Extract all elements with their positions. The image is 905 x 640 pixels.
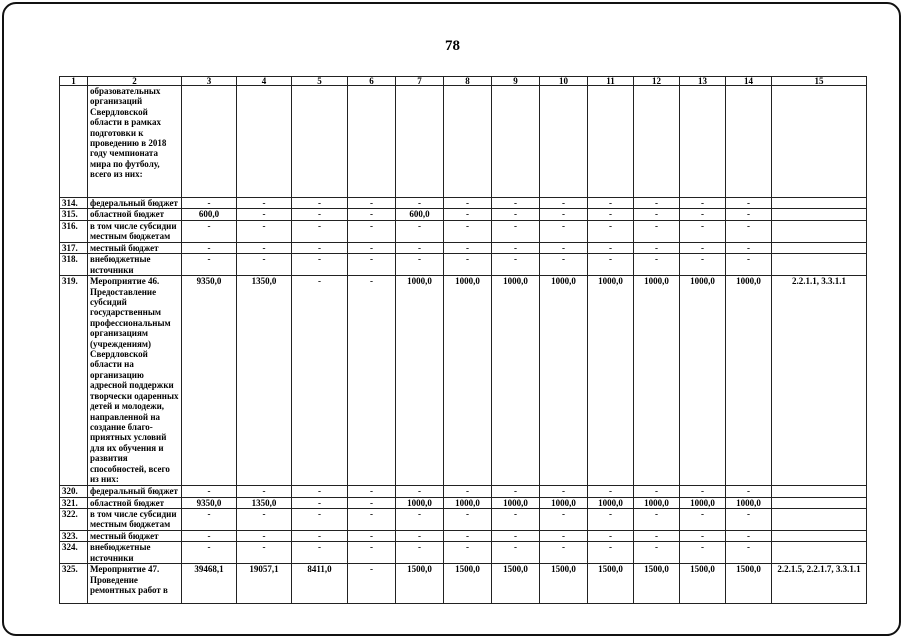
value-cell: - bbox=[182, 486, 237, 497]
value-cell: - bbox=[348, 564, 396, 604]
value-cell: - bbox=[540, 198, 588, 209]
value-cell: - bbox=[680, 198, 726, 209]
value-cell: - bbox=[726, 486, 772, 497]
value-cell bbox=[444, 86, 492, 198]
target-code bbox=[772, 509, 867, 531]
value-cell: 1500,0 bbox=[680, 564, 726, 604]
table-row bbox=[60, 198, 867, 209]
column-header-5: 5 bbox=[292, 77, 348, 86]
row-number: 319. bbox=[60, 276, 88, 486]
column-header-10: 10 bbox=[540, 77, 588, 86]
value-cell: 1000,0 bbox=[492, 276, 540, 486]
value-cell: - bbox=[444, 209, 492, 220]
value-cell: - bbox=[292, 220, 348, 242]
row-number: 315. bbox=[60, 209, 88, 220]
value-cell: - bbox=[680, 254, 726, 276]
row-number: 324. bbox=[60, 542, 88, 564]
target-code bbox=[772, 242, 867, 253]
value-cell: - bbox=[680, 542, 726, 564]
value-cell: - bbox=[726, 242, 772, 253]
value-cell: 39468,1 bbox=[182, 564, 237, 604]
value-cell: - bbox=[726, 220, 772, 242]
row-number bbox=[60, 86, 88, 198]
value-cell: 19057,1 bbox=[237, 564, 292, 604]
value-cell: 1000,0 bbox=[634, 497, 680, 508]
value-cell: - bbox=[634, 220, 680, 242]
value-cell: - bbox=[726, 254, 772, 276]
table-row bbox=[60, 86, 867, 198]
value-cell: 1000,0 bbox=[588, 276, 634, 486]
page-number: 78 bbox=[445, 38, 460, 54]
value-cell: - bbox=[444, 542, 492, 564]
value-cell: - bbox=[348, 198, 396, 209]
value-cell: - bbox=[396, 542, 444, 564]
value-cell: 8411,0 bbox=[292, 564, 348, 604]
value-cell: - bbox=[182, 198, 237, 209]
table-row bbox=[60, 276, 867, 486]
value-cell: - bbox=[726, 198, 772, 209]
column-header-11: 11 bbox=[588, 77, 634, 86]
row-name: федеральный бюджет bbox=[88, 486, 182, 497]
value-cell: - bbox=[540, 220, 588, 242]
row-number: 325. bbox=[60, 564, 88, 604]
row-number: 318. bbox=[60, 254, 88, 276]
row-name: внебюджетные источники bbox=[88, 542, 182, 564]
row-number: 314. bbox=[60, 198, 88, 209]
row-name: в том числе субсидии местным бюджетам bbox=[88, 220, 182, 242]
value-cell: - bbox=[634, 509, 680, 531]
value-cell: - bbox=[182, 242, 237, 253]
value-cell: - bbox=[634, 242, 680, 253]
target-code bbox=[772, 486, 867, 497]
value-cell: - bbox=[634, 209, 680, 220]
value-cell: - bbox=[540, 486, 588, 497]
value-cell: - bbox=[588, 509, 634, 531]
value-cell: 1500,0 bbox=[396, 564, 444, 604]
table-row bbox=[60, 564, 867, 604]
value-cell: 1000,0 bbox=[540, 497, 588, 508]
value-cell: 9350,0 bbox=[182, 497, 237, 508]
table-row bbox=[60, 254, 867, 276]
value-cell: 1500,0 bbox=[726, 564, 772, 604]
table-row bbox=[60, 209, 867, 220]
column-header-8: 8 bbox=[444, 77, 492, 86]
value-cell: - bbox=[182, 254, 237, 276]
value-cell: - bbox=[237, 220, 292, 242]
value-cell: - bbox=[492, 209, 540, 220]
value-cell bbox=[348, 86, 396, 198]
value-cell: - bbox=[588, 531, 634, 542]
column-header-13: 13 bbox=[680, 77, 726, 86]
value-cell: - bbox=[292, 509, 348, 531]
value-cell bbox=[182, 86, 237, 198]
value-cell: 1000,0 bbox=[444, 497, 492, 508]
value-cell: - bbox=[680, 486, 726, 497]
value-cell: - bbox=[396, 486, 444, 497]
value-cell: - bbox=[396, 531, 444, 542]
value-cell: - bbox=[237, 542, 292, 564]
row-name: Мероприятие 47. Проведение ремонтных работ в bbox=[88, 564, 182, 604]
row-number: 322. bbox=[60, 509, 88, 531]
value-cell: - bbox=[348, 531, 396, 542]
column-header-1: 1 bbox=[60, 77, 88, 86]
table-row bbox=[60, 486, 867, 497]
value-cell: - bbox=[348, 220, 396, 242]
value-cell: - bbox=[588, 254, 634, 276]
table-row bbox=[60, 531, 867, 542]
value-cell: - bbox=[492, 220, 540, 242]
value-cell: 1500,0 bbox=[540, 564, 588, 604]
target-code bbox=[772, 198, 867, 209]
value-cell: 1000,0 bbox=[540, 276, 588, 486]
value-cell: - bbox=[680, 209, 726, 220]
column-header-14: 14 bbox=[726, 77, 772, 86]
value-cell: - bbox=[348, 276, 396, 486]
value-cell: - bbox=[726, 531, 772, 542]
target-code: 2.2.1.1, 3.3.1.1 bbox=[772, 276, 867, 486]
row-name: областной бюджет bbox=[88, 497, 182, 508]
target-code bbox=[772, 220, 867, 242]
value-cell: - bbox=[237, 242, 292, 253]
value-cell: - bbox=[292, 276, 348, 486]
value-cell: - bbox=[726, 509, 772, 531]
column-header-7: 7 bbox=[396, 77, 444, 86]
value-cell: 1000,0 bbox=[726, 276, 772, 486]
value-cell: - bbox=[540, 542, 588, 564]
row-number: 316. bbox=[60, 220, 88, 242]
value-cell: 600,0 bbox=[182, 209, 237, 220]
value-cell: 1500,0 bbox=[492, 564, 540, 604]
value-cell: 1500,0 bbox=[634, 564, 680, 604]
value-cell: - bbox=[292, 242, 348, 253]
value-cell: - bbox=[182, 220, 237, 242]
column-header-9: 9 bbox=[492, 77, 540, 86]
target-code: 2.2.1.5, 2.2.1.7, 3.3.1.1 bbox=[772, 564, 867, 604]
target-code bbox=[772, 531, 867, 542]
value-cell: - bbox=[396, 509, 444, 531]
value-cell: - bbox=[348, 509, 396, 531]
value-cell bbox=[588, 86, 634, 198]
value-cell: - bbox=[237, 198, 292, 209]
value-cell: - bbox=[634, 254, 680, 276]
value-cell: 1500,0 bbox=[588, 564, 634, 604]
value-cell: - bbox=[348, 254, 396, 276]
value-cell: - bbox=[292, 497, 348, 508]
value-cell: 9350,0 bbox=[182, 276, 237, 486]
table-row bbox=[60, 220, 867, 242]
value-cell: - bbox=[680, 531, 726, 542]
value-cell: - bbox=[182, 542, 237, 564]
column-header-2: 2 bbox=[88, 77, 182, 86]
value-cell: - bbox=[396, 220, 444, 242]
value-cell: - bbox=[348, 209, 396, 220]
value-cell: - bbox=[292, 198, 348, 209]
value-cell: 1000,0 bbox=[726, 497, 772, 508]
row-name: местный бюджет bbox=[88, 242, 182, 253]
value-cell bbox=[492, 86, 540, 198]
value-cell: - bbox=[444, 242, 492, 253]
value-cell bbox=[726, 86, 772, 198]
value-cell: 1000,0 bbox=[396, 497, 444, 508]
value-cell: - bbox=[680, 220, 726, 242]
row-name: местный бюджет bbox=[88, 531, 182, 542]
table-body bbox=[60, 86, 867, 604]
value-cell: - bbox=[396, 198, 444, 209]
value-cell: - bbox=[292, 531, 348, 542]
column-header-4: 4 bbox=[237, 77, 292, 86]
value-cell: - bbox=[292, 486, 348, 497]
header-row bbox=[60, 77, 867, 86]
value-cell: - bbox=[292, 542, 348, 564]
row-number: 317. bbox=[60, 242, 88, 253]
value-cell bbox=[396, 86, 444, 198]
table-row bbox=[60, 242, 867, 253]
row-name: областной бюджет bbox=[88, 209, 182, 220]
value-cell: 1350,0 bbox=[237, 497, 292, 508]
value-cell: - bbox=[540, 209, 588, 220]
row-number: 321. bbox=[60, 497, 88, 508]
value-cell: - bbox=[237, 531, 292, 542]
value-cell: - bbox=[726, 542, 772, 564]
row-number: 323. bbox=[60, 531, 88, 542]
value-cell: - bbox=[634, 198, 680, 209]
value-cell: - bbox=[680, 509, 726, 531]
value-cell: - bbox=[588, 209, 634, 220]
value-cell: - bbox=[396, 254, 444, 276]
value-cell: - bbox=[540, 509, 588, 531]
value-cell: - bbox=[237, 486, 292, 497]
value-cell: - bbox=[588, 220, 634, 242]
value-cell: - bbox=[540, 242, 588, 253]
value-cell: - bbox=[292, 209, 348, 220]
value-cell: - bbox=[634, 542, 680, 564]
row-name: Мероприятие 46. Предоставление субсидий государственным профессиональным организациям (учреждениям) Свердловской области на организацию адресной поддержки творчески одаренных детей и молодежи, направленной на создание благо-приятных условий для их обучения и развития способностей, всего из них: bbox=[88, 276, 182, 486]
value-cell bbox=[680, 86, 726, 198]
value-cell: - bbox=[444, 531, 492, 542]
row-name: федеральный бюджет bbox=[88, 198, 182, 209]
column-header-15: 15 bbox=[772, 77, 867, 86]
value-cell: 1000,0 bbox=[634, 276, 680, 486]
value-cell: - bbox=[444, 198, 492, 209]
value-cell: - bbox=[348, 542, 396, 564]
value-cell: 1000,0 bbox=[444, 276, 492, 486]
column-header-3: 3 bbox=[182, 77, 237, 86]
value-cell: - bbox=[237, 254, 292, 276]
value-cell: - bbox=[182, 509, 237, 531]
row-name: в том числе субсидии местным бюджетам bbox=[88, 509, 182, 531]
value-cell: - bbox=[444, 254, 492, 276]
value-cell: 600,0 bbox=[396, 209, 444, 220]
table-row bbox=[60, 497, 867, 508]
value-cell: 1000,0 bbox=[588, 497, 634, 508]
value-cell: - bbox=[492, 509, 540, 531]
value-cell: - bbox=[237, 509, 292, 531]
value-cell: - bbox=[182, 531, 237, 542]
table-row bbox=[60, 542, 867, 564]
row-number: 320. bbox=[60, 486, 88, 497]
value-cell: - bbox=[492, 254, 540, 276]
value-cell: - bbox=[634, 531, 680, 542]
value-cell: - bbox=[492, 198, 540, 209]
value-cell: - bbox=[588, 486, 634, 497]
target-code bbox=[772, 209, 867, 220]
value-cell: - bbox=[492, 242, 540, 253]
value-cell: 1000,0 bbox=[492, 497, 540, 508]
value-cell bbox=[292, 86, 348, 198]
value-cell: - bbox=[492, 486, 540, 497]
row-name: внебюджетные источники bbox=[88, 254, 182, 276]
value-cell: - bbox=[588, 242, 634, 253]
value-cell: - bbox=[292, 254, 348, 276]
value-cell: - bbox=[444, 486, 492, 497]
value-cell bbox=[634, 86, 680, 198]
budget-table bbox=[59, 76, 867, 604]
value-cell bbox=[540, 86, 588, 198]
target-code bbox=[772, 542, 867, 564]
value-cell: - bbox=[680, 242, 726, 253]
target-code bbox=[772, 86, 867, 198]
table-row bbox=[60, 509, 867, 531]
value-cell: 1500,0 bbox=[444, 564, 492, 604]
target-code bbox=[772, 254, 867, 276]
value-cell: - bbox=[237, 209, 292, 220]
value-cell: - bbox=[348, 497, 396, 508]
value-cell: - bbox=[726, 209, 772, 220]
value-cell: - bbox=[588, 198, 634, 209]
row-name: образовательных организаций Свердловской области в рамках подготовки к проведению в 2018 году чемпионата мира по футболу, всего из них: bbox=[88, 86, 182, 198]
value-cell: 1350,0 bbox=[237, 276, 292, 486]
value-cell: - bbox=[492, 542, 540, 564]
value-cell: - bbox=[444, 220, 492, 242]
value-cell: - bbox=[348, 242, 396, 253]
value-cell: - bbox=[540, 254, 588, 276]
value-cell: - bbox=[444, 509, 492, 531]
target-code bbox=[772, 497, 867, 508]
column-header-6: 6 bbox=[348, 77, 396, 86]
value-cell: - bbox=[492, 531, 540, 542]
value-cell: - bbox=[540, 531, 588, 542]
value-cell: 1000,0 bbox=[680, 276, 726, 486]
value-cell: - bbox=[396, 242, 444, 253]
value-cell: 1000,0 bbox=[680, 497, 726, 508]
value-cell: 1000,0 bbox=[396, 276, 444, 486]
value-cell bbox=[237, 86, 292, 198]
value-cell: - bbox=[348, 486, 396, 497]
value-cell: - bbox=[588, 542, 634, 564]
column-header-12: 12 bbox=[634, 77, 680, 86]
value-cell: - bbox=[634, 486, 680, 497]
